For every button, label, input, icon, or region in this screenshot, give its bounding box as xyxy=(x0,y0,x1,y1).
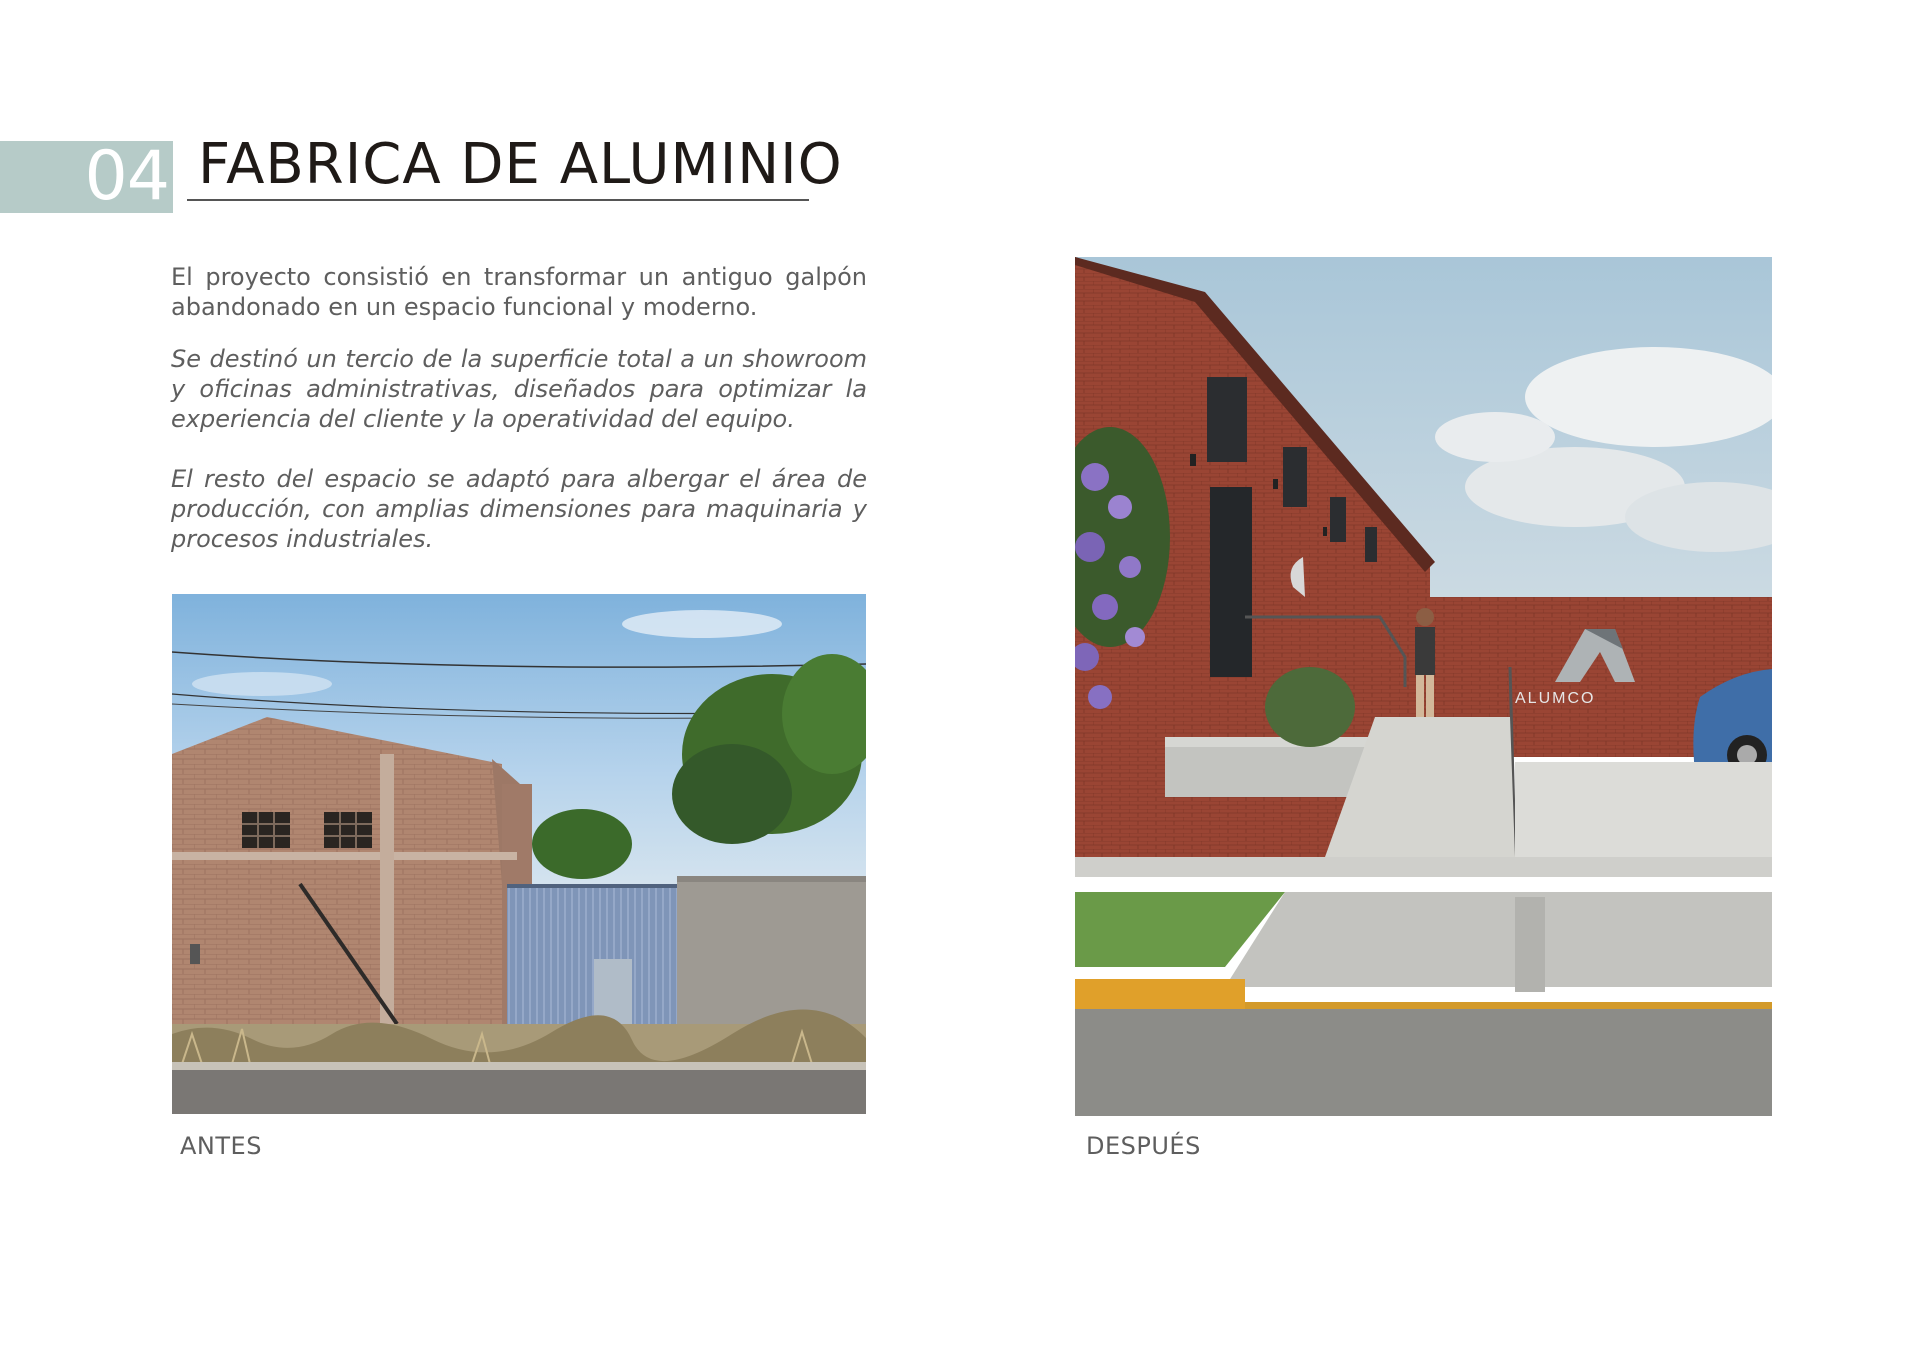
before-photo xyxy=(172,594,866,1114)
description-paragraph-3: El resto del espacio se adaptó para albergar el área de producción, con amplias dimensiones para maquinaria y procesos industriales. xyxy=(171,465,867,553)
description-paragraph-1: El proyecto consistió en transformar un antiguo galpón abandonado en un espacio funcional y moderno. xyxy=(171,263,867,321)
description-paragraph-2: Se destinó un tercio de la superficie total a un showroom y oficinas administrativas, diseñados para optimizar la experiencia del cliente y la operatividad del equipo. xyxy=(171,345,867,433)
alumco-sign: ALUMCO xyxy=(1515,690,1596,707)
before-caption: ANTES xyxy=(180,1132,262,1160)
after-render xyxy=(1075,257,1772,1116)
title-underline xyxy=(187,199,809,201)
section-number: 04 xyxy=(84,137,169,216)
after-caption: DESPUÉS xyxy=(1086,1132,1201,1160)
description-column xyxy=(171,262,867,554)
page-title: FABRICA DE ALUMINIO xyxy=(198,132,843,197)
section-number-block xyxy=(0,137,173,216)
